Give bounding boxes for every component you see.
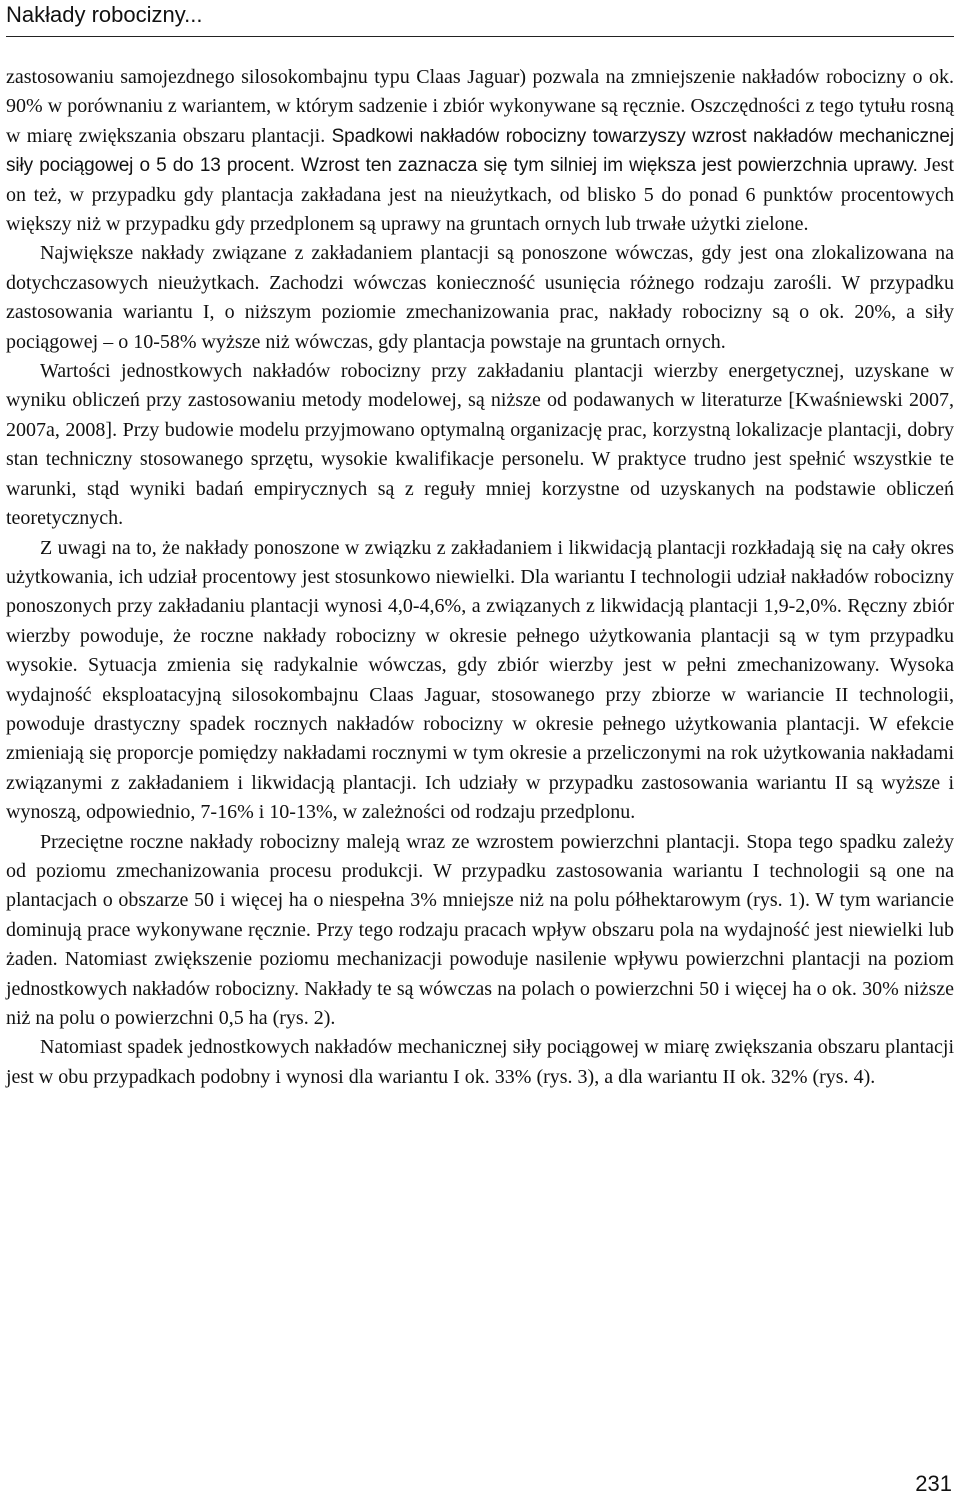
paragraph-4-segment-1: Z uwagi na to, że nakłady ponoszone w związku z zakładaniem i likwidacją plantacji rozkładają się na cały okres użytkowania, ich udział procentowy jest stosunkowo niewielki. Dla wariantu I technologii udział nakładów robocizny ponoszonych przy zakładaniu plantacji wynosi 4,0-4,6%, a związanych z likwidacją plantacji 1,9-2,0%. Ręczny zbiór wierzby powoduje, że roczne nakłady robocizny w okresie pełnego użytkowania plantacji są w tym przypadku wysokie. Sytuacja zmienia się radykalnie wówczas, gdy zbiór wierzby jest w pełni zmechanizowany. Wysoka wydajność eksploatacyjną silosokombajnu Claas Jaguar, stosowanego przy zbiorze w wariancie II technologii, powoduje drastyczny spadek rocznych nakładów robocizny w okresie pełnego użytkowania plantacji. W efekcie zmieniają się proporcje pomiędzy nakładami rocznymi w tym okresie a przeliczonymi na rok użytkowania nakładami związanymi z zakładaniem i likwidacją plantacji. Ich udziały w przypadku zastosowania wariantu II są wyższe i wynoszą, odpowiednio, 7-16% i 10-13%, w zależności od rodzaju przedplonu. (6, 536, 954, 824)
paragraph-6-segment-1: Natomiast spadek jednostkowych nakładów mechanicznej siły pociągowej w miarę zwiększania obszaru plantacji jest w obu przypadkach podobny i wynosi dla wariantu I ok. 33% (rys. 3), a dla wariantu II ok. 32% (rys. 4). (6, 1036, 954, 1088)
paragraph-5-segment-1: Przeciętne roczne nakłady robocizny maleją wraz ze wzrostem powierzchni plantacji. Stopa tego spadku zależy od poziomu zmechanizowania procesu produkcji. W przypadku zastosowania wariantu I technologii są one na plantacjach o obszarze 50 i więcej ha o niespełna 3% mniejsze niż na polu półhektarowym (rys. 1). W tym wariancie dominują prace wykonywane ręcznie. Przy tego rodzaju pracach wpływ obszaru pola na wydajność jest niewielki lub żaden. Natomiast zwiększenie poziomu mechanizacji powoduje nasilenie wpływu powierzchni plantacji na poziom jednostkowych nakładów robocizny. Nakłady te są wówczas na polach o powierzchni 50 i więcej ha o ok. 30% niższe niż na polu o powierzchni 0,5 ha (rys. 2). (6, 830, 954, 1029)
paragraph-1-segment-2: Spadkowi nakładów robocizny towarzyszy wzrost nakładów mechanicznej siły pociągowej o 5 do 13 procent. Wzrost ten zaznacza się tym silniej im większa jest powierzchnia uprawy. (6, 125, 954, 177)
paragraph-2-segment-1: Największe nakłady związane z zakładaniem plantacji są ponoszone wówczas, gdy jest ona zlokalizowana na dotychczasowych nieużytkach. Zachodzi wówczas konieczność usunięcia różnego rodzaju zarośli. W przypadku zastosowania wariantu I, o niższym poziomie zmechanizowania prac, nakłady robocizny są o ok. 20%, a siły pociągowej – o 10-58% wyższe niż wówczas, gdy plantacja powstaje na gruntach ornych. (6, 242, 954, 353)
header-rule (6, 36, 954, 37)
paragraph-3-segment-1: Wartości jednostkowych nakładów robocizny przy zakładaniu plantacji wierzby energetycznej, uzyskane w wyniku obliczeń przy zastosowaniu metody modelowej, są niższe od podawanych w literaturze [Kwaśniewski 2007, 2007a, 2008]. Przy budowie modelu przyjmowano optymalną organizację prac, korzystną lokalizacje plantacji, dobry stan techniczny stosowanego sprzętu, wysokie kwalifikacje personelu. W praktyce trudno jest spełnić wszystkie te warunki, stąd wyniki badań empirycznych są z reguły mniej korzystne od uzyskanych na podstawie obliczeń teoretycznych. (6, 360, 954, 530)
paragraph-3 (6, 357, 954, 533)
paragraph-6 (6, 1033, 954, 1092)
paragraph-4 (6, 534, 954, 828)
paragraph-5 (6, 828, 954, 1034)
page-number: 231 (915, 1471, 952, 1496)
paragraph-1-segment-3: Jest on też, w przypadku gdy plantacja zakładana jest na nieużytkach, od blisko 5 do ponad 6 punktów procentowych większy niż w przypadku gdy przedplonem są uprawy na gruntach ornych lub trwałe użytki zielone. (6, 154, 954, 236)
paragraph-1 (6, 63, 954, 239)
paragraph-2 (6, 239, 954, 357)
body-text (6, 63, 954, 1092)
running-head-title: Nakłady robocizny... (6, 2, 203, 27)
paragraph-1-segment-1: zastosowaniu samojezdnego silosokombajnu typu Claas Jaguar) pozwala na zmniejszenie nakładów robocizny o ok. 90% w porównaniu z wariantem, w którym sadzenie i zbiór wykonywane są ręcznie. Oszczędności z tego tytułu rosną w miarę zwiększania obszaru plantacji. (6, 66, 954, 147)
